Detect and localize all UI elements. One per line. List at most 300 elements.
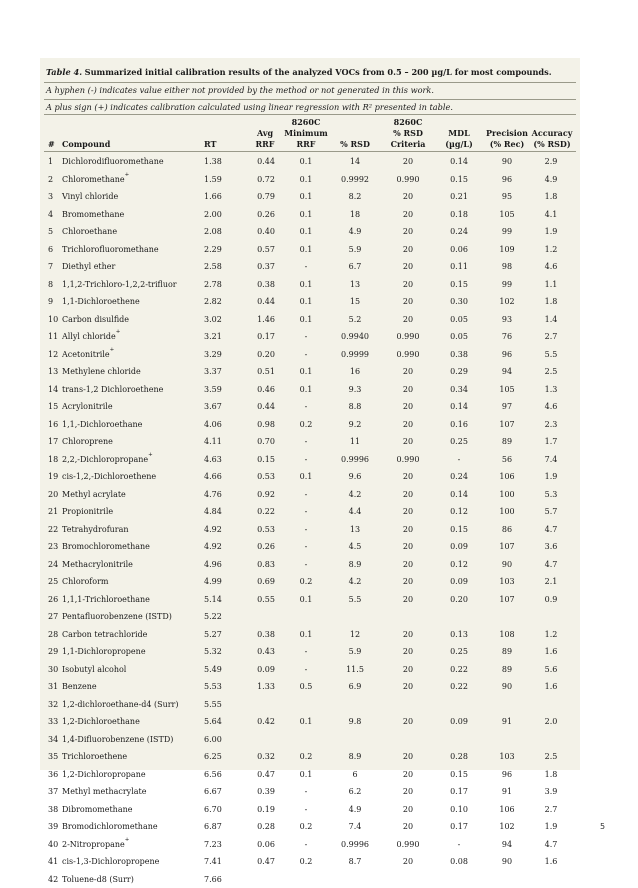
mdl-value-text: 0.34 [450, 385, 468, 394]
compound-name-text: Vinyl chloride [62, 192, 118, 201]
rsd-criteria-text: 20 [403, 682, 413, 691]
compound-name [62, 363, 141, 381]
retention-time [204, 661, 222, 679]
min-rrf [291, 223, 321, 241]
row-number [48, 381, 58, 399]
rsd-criteria-text: 20 [403, 525, 413, 534]
avg-rrf-text: 0.43 [257, 647, 275, 656]
accuracy-value [536, 713, 566, 731]
min-rrf-text: - [305, 805, 308, 814]
rsd-value-text: 8.9 [349, 560, 362, 569]
avg-rrf [251, 818, 281, 836]
mdl-value-text: 0.13 [450, 630, 468, 639]
accuracy-value [536, 381, 566, 399]
avg-rrf [251, 783, 281, 801]
precision-value [492, 573, 522, 591]
avg-rrf [251, 223, 281, 241]
retention-time-text: 2.78 [204, 280, 222, 289]
avg-rrf-text: 0.44 [257, 402, 275, 411]
row-number-text: 32 [48, 700, 58, 709]
header-criteria-3: Criteria [383, 139, 433, 149]
avg-rrf-text: 0.44 [257, 157, 275, 166]
min-rrf [291, 293, 321, 311]
avg-rrf-text: 0.83 [257, 560, 275, 569]
row-number [48, 223, 53, 241]
rsd-value [333, 293, 377, 311]
header-avg-rrf-1: Avg [245, 128, 285, 138]
min-rrf [291, 521, 321, 539]
header-criteria-1: 8260C [383, 117, 433, 127]
min-rrf-text: 0.1 [300, 472, 313, 481]
retention-time [204, 591, 222, 609]
min-rrf-text: 0.2 [300, 420, 313, 429]
row-number-text: 25 [48, 577, 58, 586]
row-number [48, 713, 58, 731]
row-number [48, 783, 58, 801]
mdl-value [444, 626, 474, 644]
rsd-value [333, 398, 377, 416]
rsd-value [333, 258, 377, 276]
avg-rrf [251, 258, 281, 276]
avg-rrf-text: 0.51 [257, 367, 275, 376]
row-number [48, 416, 58, 434]
rsd-criteria-text: 20 [403, 507, 413, 516]
rsd-value [333, 503, 377, 521]
compound-name-text: Chloromethane [62, 175, 125, 184]
retention-time [204, 626, 222, 644]
rsd-value [333, 381, 377, 399]
mdl-value-text: 0.06 [450, 245, 468, 254]
avg-rrf-text: 0.69 [257, 577, 275, 586]
rsd-value [333, 678, 377, 696]
precision-value-text: 93 [502, 315, 512, 324]
precision-value-text: 96 [502, 350, 512, 359]
mdl-value [444, 293, 474, 311]
mdl-value [444, 503, 474, 521]
avg-rrf-text: 0.98 [257, 420, 275, 429]
rsd-value-text: 8.7 [349, 857, 362, 866]
compound-name [62, 678, 97, 696]
rsd-criteria [388, 451, 428, 469]
rsd-value [333, 818, 377, 836]
header-num: # [48, 139, 55, 149]
table-row [44, 451, 576, 469]
rsd-value-text: 4.2 [349, 577, 362, 586]
compound-name-text: 1,1,1-Trichloroethane [62, 595, 150, 604]
precision-value-text: 102 [499, 822, 514, 831]
rsd-value [333, 766, 377, 784]
mdl-value-text: 0.15 [450, 770, 468, 779]
header-accuracy-1: Accuracy [528, 128, 576, 138]
row-number-text: 10 [48, 315, 58, 324]
compound-name [62, 398, 113, 416]
rsd-value-text: 4.4 [349, 507, 362, 516]
rsd-value-text: 16 [350, 367, 360, 376]
precision-value [492, 556, 522, 574]
row-number [48, 556, 58, 574]
accuracy-value-text: 2.0 [545, 717, 558, 726]
mdl-value [444, 188, 474, 206]
retention-time [204, 608, 222, 626]
header-min-rrf-2: Minimum [281, 128, 331, 138]
table-row [44, 801, 576, 819]
compound-name [62, 538, 150, 556]
avg-rrf [251, 836, 281, 854]
rsd-criteria [388, 433, 428, 451]
avg-rrf-text: 0.44 [257, 297, 275, 306]
avg-rrf [251, 643, 281, 661]
row-number-text: 9 [48, 297, 53, 306]
accuracy-value-text: 1.6 [545, 682, 558, 691]
retention-time-text: 6.67 [204, 787, 222, 796]
avg-rrf [251, 503, 281, 521]
accuracy-value-text: 2.7 [545, 805, 558, 814]
precision-value [492, 153, 522, 171]
min-rrf [291, 381, 321, 399]
min-rrf [291, 783, 321, 801]
retention-time-text: 4.99 [204, 577, 222, 586]
retention-time [204, 153, 222, 171]
header-accuracy-2: (% RSD) [528, 139, 576, 149]
rsd-value-text: 9.6 [349, 472, 362, 481]
accuracy-value-text: 2.9 [545, 157, 558, 166]
mdl-value-text: 0.16 [450, 420, 468, 429]
row-number-text: 11 [48, 332, 58, 341]
rsd-value [333, 521, 377, 539]
min-rrf-text: - [305, 455, 308, 464]
mdl-value-text: 0.10 [450, 805, 468, 814]
rsd-criteria [388, 363, 428, 381]
rsd-value-text: 14 [350, 157, 360, 166]
min-rrf [291, 538, 321, 556]
rsd-criteria-text: 20 [403, 315, 413, 324]
rsd-value-text: 0.9999 [341, 350, 369, 359]
row-number [48, 661, 58, 679]
compound-name-text: Acrylonitrile [62, 402, 113, 411]
compound-name [62, 276, 177, 294]
retention-time-text: 5.55 [204, 700, 222, 709]
rsd-criteria-text: 20 [403, 770, 413, 779]
min-rrf-text: 0.2 [300, 822, 313, 831]
rsd-criteria-text: 20 [403, 280, 413, 289]
precision-value-text: 89 [502, 647, 512, 656]
row-number-text: 12 [48, 350, 58, 359]
retention-time-text: 6.56 [204, 770, 222, 779]
linear-regression-marker: + [148, 452, 153, 458]
caption-divider [44, 99, 576, 100]
avg-rrf-text: 0.37 [257, 262, 275, 271]
min-rrf [291, 398, 321, 416]
retention-time-text: 2.29 [204, 245, 222, 254]
rsd-criteria-text: 20 [403, 472, 413, 481]
table-row [44, 153, 576, 171]
table-row [44, 346, 576, 364]
rsd-value [333, 626, 377, 644]
min-rrf [291, 573, 321, 591]
avg-rrf [251, 433, 281, 451]
mdl-value [444, 346, 474, 364]
avg-rrf-text: 0.09 [257, 665, 275, 674]
compound-name [62, 608, 172, 626]
mdl-value-text: 0.14 [450, 157, 468, 166]
precision-value [492, 276, 522, 294]
row-number [48, 346, 58, 364]
min-rrf [291, 643, 321, 661]
accuracy-value [536, 276, 566, 294]
rsd-criteria-text: 20 [403, 752, 413, 761]
rsd-value [333, 748, 377, 766]
compound-name-text: Dichlorodifluoromethane [62, 157, 164, 166]
rsd-value [333, 188, 377, 206]
header-mdl-1: MDL [434, 128, 484, 138]
rsd-value-text: 11.5 [346, 665, 364, 674]
header-precision-1: Precision [482, 128, 532, 138]
mdl-value [444, 363, 474, 381]
min-rrf-text: - [305, 647, 308, 656]
precision-value [492, 678, 522, 696]
compound-name [62, 591, 150, 609]
retention-time-text: 2.82 [204, 297, 222, 306]
mdl-value [444, 328, 474, 346]
min-rrf-text: - [305, 525, 308, 534]
retention-time [204, 486, 222, 504]
avg-rrf [251, 381, 281, 399]
row-number-text: 6 [48, 245, 53, 254]
header-criteria-2: % RSD [383, 128, 433, 138]
rsd-value-text: 5.9 [349, 245, 362, 254]
avg-rrf-text: 1.33 [257, 682, 275, 691]
compound-name-text: Trichloroethene [62, 752, 127, 761]
retention-time-text: 4.63 [204, 455, 222, 464]
retention-time-text: 5.32 [204, 647, 222, 656]
accuracy-value [536, 766, 566, 784]
row-number [48, 871, 58, 888]
compound-name-text: 1,4-Difluorobenzene (ISTD) [62, 735, 173, 744]
mdl-value-text: 0.22 [450, 665, 468, 674]
precision-value [492, 381, 522, 399]
compound-name-text: Methacrylonitrile [62, 560, 133, 569]
avg-rrf-text: 0.38 [257, 280, 275, 289]
row-number-text: 39 [48, 822, 58, 831]
compound-name [62, 521, 129, 539]
table-row [44, 223, 576, 241]
avg-rrf [251, 188, 281, 206]
rsd-value [333, 713, 377, 731]
rsd-criteria [388, 748, 428, 766]
rsd-value [333, 801, 377, 819]
accuracy-value [536, 748, 566, 766]
accuracy-value [536, 416, 566, 434]
compound-name [62, 748, 127, 766]
accuracy-value-text: 1.9 [545, 472, 558, 481]
precision-value-text: 94 [502, 367, 512, 376]
retention-time [204, 293, 222, 311]
header-mdl-2: (µg/L) [434, 139, 484, 149]
rsd-criteria-text: 20 [403, 157, 413, 166]
min-rrf-text: 0.1 [300, 367, 313, 376]
precision-value [492, 311, 522, 329]
rsd-value [333, 311, 377, 329]
compound-name-text: Chloroethane [62, 227, 117, 236]
rsd-criteria [388, 293, 428, 311]
rsd-criteria [388, 398, 428, 416]
min-rrf-text: 0.1 [300, 192, 313, 201]
retention-time [204, 346, 222, 364]
min-rrf [291, 748, 321, 766]
rsd-criteria [388, 468, 428, 486]
retention-time [204, 731, 222, 749]
retention-time-text: 6.00 [204, 735, 222, 744]
precision-value-text: 99 [502, 227, 512, 236]
precision-value [492, 241, 522, 259]
retention-time-text: 1.66 [204, 192, 222, 201]
precision-value-text: 106 [499, 472, 514, 481]
precision-value-text: 90 [502, 157, 512, 166]
min-rrf-text: 0.1 [300, 280, 313, 289]
compound-name-text: Trichlorofluoromethane [62, 245, 159, 254]
rsd-value-text: 6.9 [349, 682, 362, 691]
compound-name [62, 153, 164, 171]
accuracy-value [536, 153, 566, 171]
row-number-text: 28 [48, 630, 58, 639]
compound-name-text: Dibromomethane [62, 805, 132, 814]
avg-rrf-text: 1.46 [257, 315, 275, 324]
row-number-text: 35 [48, 752, 58, 761]
min-rrf-text: - [305, 437, 308, 446]
accuracy-value [536, 678, 566, 696]
rsd-value [333, 643, 377, 661]
retention-time [204, 678, 222, 696]
rsd-criteria [388, 276, 428, 294]
compound-name-text: Carbon disulfide [62, 315, 129, 324]
avg-rrf [251, 398, 281, 416]
row-number-text: 3 [48, 192, 53, 201]
avg-rrf-text: 0.47 [257, 857, 275, 866]
rsd-criteria-text: 20 [403, 245, 413, 254]
accuracy-value [536, 643, 566, 661]
avg-rrf [251, 713, 281, 731]
precision-value [492, 538, 522, 556]
row-number [48, 748, 58, 766]
min-rrf [291, 153, 321, 171]
compound-name-text: 1,2-Dichloropropane [62, 770, 146, 779]
accuracy-value-text: 4.6 [545, 262, 558, 271]
avg-rrf [251, 538, 281, 556]
rsd-value-text: 8.8 [349, 402, 362, 411]
rsd-criteria-text: 20 [403, 192, 413, 201]
precision-value-text: 107 [499, 420, 514, 429]
rsd-criteria [388, 591, 428, 609]
avg-rrf-text: 0.57 [257, 245, 275, 254]
mdl-value [444, 783, 474, 801]
row-number-text: 2 [48, 175, 53, 184]
row-number-text: 22 [48, 525, 58, 534]
rsd-criteria-text: 20 [403, 805, 413, 814]
rsd-value-text: 6.7 [349, 262, 362, 271]
min-rrf-text: - [305, 840, 308, 849]
precision-value [492, 521, 522, 539]
accuracy-value [536, 503, 566, 521]
rsd-criteria-text: 20 [403, 227, 413, 236]
linear-regression-marker: + [116, 329, 121, 335]
mdl-value [444, 801, 474, 819]
accuracy-value-text: 1.6 [545, 857, 558, 866]
rsd-value-text: 15 [350, 297, 360, 306]
row-number [48, 538, 58, 556]
table-row [44, 416, 576, 434]
compound-name [62, 783, 146, 801]
avg-rrf [251, 171, 281, 189]
min-rrf-text: - [305, 507, 308, 516]
accuracy-value [536, 556, 566, 574]
compound-name [62, 573, 108, 591]
retention-time-text: 1.59 [204, 175, 222, 184]
rsd-criteria [388, 678, 428, 696]
compound-name [62, 451, 153, 469]
row-number [48, 608, 58, 626]
mdl-value-text: 0.25 [450, 437, 468, 446]
rsd-value-text: 9.2 [349, 420, 362, 429]
compound-name [62, 433, 113, 451]
row-number [48, 573, 58, 591]
accuracy-value-text: 4.7 [545, 525, 558, 534]
row-number-text: 37 [48, 787, 58, 796]
row-number [48, 643, 58, 661]
accuracy-value [536, 468, 566, 486]
mdl-value [444, 223, 474, 241]
accuracy-value-text: 1.9 [545, 822, 558, 831]
retention-time-text: 7.41 [204, 857, 222, 866]
retention-time [204, 311, 222, 329]
accuracy-value-text: 2.1 [545, 577, 558, 586]
precision-value [492, 468, 522, 486]
precision-value-text: 108 [499, 630, 514, 639]
mdl-value [444, 591, 474, 609]
accuracy-value-text: 5.7 [545, 507, 558, 516]
rsd-criteria-text: 20 [403, 857, 413, 866]
accuracy-value-text: 1.2 [545, 245, 558, 254]
mdl-value-text: 0.15 [450, 175, 468, 184]
avg-rrf-text: 0.22 [257, 507, 275, 516]
mdl-value [444, 241, 474, 259]
precision-value-text: 107 [499, 595, 514, 604]
rsd-value [333, 836, 377, 854]
rsd-criteria-text: 20 [403, 542, 413, 551]
rsd-value-text: 4.5 [349, 542, 362, 551]
retention-time [204, 696, 222, 714]
accuracy-value-text: 1.9 [545, 227, 558, 236]
accuracy-value [536, 801, 566, 819]
table-label: Table 4. [46, 67, 82, 77]
rsd-criteria-text: 0.990 [397, 350, 420, 359]
rsd-criteria [388, 171, 428, 189]
rsd-value [333, 468, 377, 486]
row-number [48, 328, 58, 346]
table-row [44, 573, 576, 591]
rsd-criteria-text: 0.990 [397, 840, 420, 849]
min-rrf-text: 0.1 [300, 210, 313, 219]
compound-name-text: Propionitrile [62, 507, 113, 516]
accuracy-value [536, 258, 566, 276]
compound-name [62, 258, 115, 276]
min-rrf [291, 486, 321, 504]
min-rrf-text: 0.2 [300, 577, 313, 586]
retention-time-text: 4.76 [204, 490, 222, 499]
retention-time-text: 6.70 [204, 805, 222, 814]
accuracy-value [536, 783, 566, 801]
min-rrf-text: 0.1 [300, 717, 313, 726]
retention-time [204, 783, 222, 801]
